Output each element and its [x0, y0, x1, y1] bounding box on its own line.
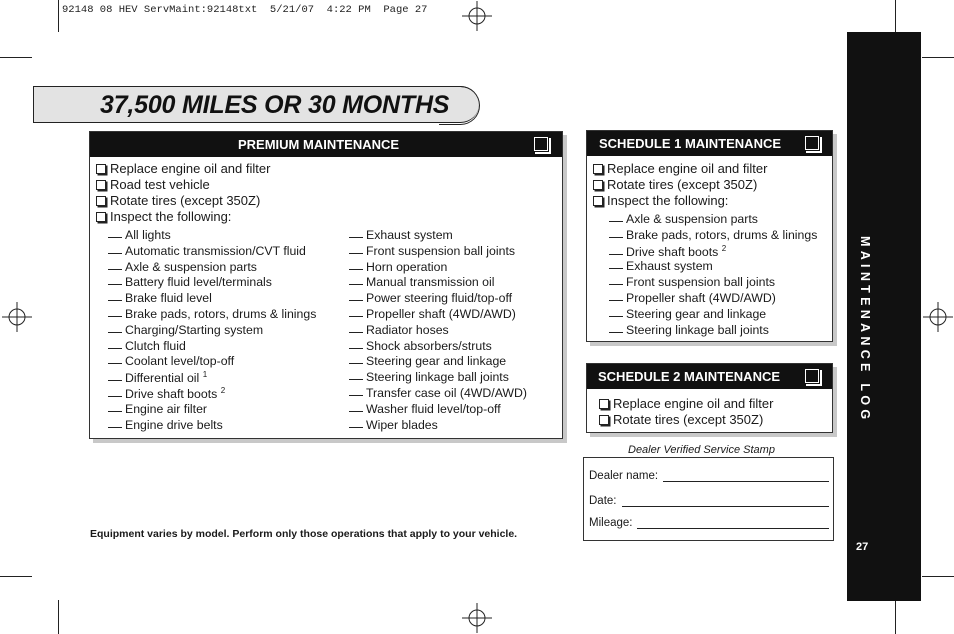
checkbox-icon [805, 136, 819, 150]
checkbox-icon[interactable] [96, 196, 106, 206]
registration-mark-icon [2, 302, 32, 332]
inspect-item: Axle & suspension parts [609, 212, 758, 226]
inspect-item: Exhaust system [609, 259, 713, 273]
inspect-item: Propeller shaft (4WD/AWD) [609, 291, 776, 305]
checkbox-icon [534, 137, 548, 151]
inspect-item: Engine drive belts [108, 418, 223, 432]
inspect-item: Engine air filter [108, 402, 207, 416]
registration-mark-icon [462, 1, 492, 31]
inspect-item: Steering gear and linkage [609, 307, 766, 321]
inspect-item: Exhaust system [349, 228, 453, 242]
equipment-note: Equipment varies by model. Perform only those operations that apply to your vehicle. [90, 528, 518, 540]
printer-slug: 92148 08 HEV ServMaint:92148txt 5/21/07 4:22 PM Page 27 [62, 4, 428, 16]
crop-mark [0, 576, 32, 577]
inspect-item: Axle & suspension parts [108, 260, 257, 274]
premium-maintenance-box [89, 131, 563, 439]
inspect-item: Clutch fluid [108, 339, 186, 353]
checkbox-icon[interactable] [599, 415, 609, 425]
dealer-stamp-box [583, 457, 834, 541]
inspect-item: Front suspension ball joints [609, 275, 775, 289]
schedule-2-heading: SCHEDULE 2 MAINTENANCE [598, 369, 781, 384]
check-item: Replace engine oil and filter [599, 396, 773, 411]
premium-maintenance-header [90, 132, 562, 157]
inspect-item: Drive shaft boots $^2$ [108, 386, 225, 401]
checkbox-icon[interactable] [593, 196, 603, 206]
checkbox-icon[interactable] [96, 212, 106, 222]
registration-mark-icon [462, 603, 492, 633]
stamp-title: Dealer Verified Service Stamp [628, 444, 775, 456]
registration-mark-icon [923, 302, 953, 332]
side-tab-label: MAINTENANCE LOG [858, 236, 872, 424]
inspect-item: Steering linkage ball joints [609, 323, 769, 337]
crop-mark [895, 600, 896, 634]
crop-mark [58, 0, 59, 32]
footnote-ref: 2 [721, 244, 727, 253]
checkbox-icon[interactable] [599, 399, 609, 409]
schedule-1-header [587, 131, 832, 156]
premium-maintenance-heading: PREMIUM MAINTENANCE [238, 137, 400, 152]
inspect-item: Battery fluid level/terminals [108, 275, 272, 289]
mileage-field[interactable] [637, 518, 829, 529]
inspect-item: Brake pads, rotors, drums & linings [609, 228, 817, 242]
inspect-item: Propeller shaft (4WD/AWD) [349, 307, 516, 321]
inspect-item: Horn operation [349, 260, 447, 274]
mileage-label: Mileage: [589, 517, 633, 529]
inspect-item: Steering linkage ball joints [349, 370, 509, 384]
inspect-item: Brake pads, rotors, drums & linings [108, 307, 316, 321]
inspect-item: Steering gear and linkage [349, 354, 506, 368]
checkbox-icon [805, 369, 819, 383]
inspect-item: Automatic transmission/CVT fluid [108, 244, 306, 258]
dealer-name-field[interactable] [663, 471, 829, 482]
inspect-item: Charging/Starting system [108, 323, 263, 337]
inspect-item: Coolant level/top-off [108, 354, 234, 368]
inspect-item: All lights [108, 228, 171, 242]
inspect-item: Shock absorbers/struts [349, 339, 492, 353]
inspect-item: Brake fluid level [108, 291, 212, 305]
inspect-item: Transfer case oil (4WD/AWD) [349, 386, 527, 400]
page-number: 27 [856, 541, 869, 553]
crop-mark [922, 57, 954, 58]
checkbox-icon[interactable] [593, 164, 603, 174]
page-title: 37,500 MILES OR 30 MONTHS [100, 91, 450, 119]
checkbox-icon[interactable] [593, 180, 603, 190]
check-item: Rotate tires (except 350Z) [593, 177, 757, 192]
dealer-name-label: Dealer name: [589, 470, 659, 482]
check-item: Rotate tires (except 350Z) [96, 193, 260, 208]
crop-mark [58, 600, 59, 634]
crop-mark [922, 576, 954, 577]
checkbox-icon[interactable] [96, 164, 106, 174]
checkbox-icon[interactable] [96, 180, 106, 190]
mileage-row [589, 517, 829, 529]
inspect-item: Wiper blades [349, 418, 438, 432]
schedule-2-maintenance-box [586, 363, 833, 433]
check-item: Replace engine oil and filter [96, 161, 270, 176]
check-item: Rotate tires (except 350Z) [599, 412, 763, 427]
inspect-item: Manual transmission oil [349, 275, 495, 289]
check-item: Inspect the following: [96, 209, 231, 224]
date-label: Date: [589, 495, 617, 507]
inspect-item: Differential oil $^1$ [108, 370, 207, 385]
footnote-ref: 1 [202, 370, 208, 379]
crop-mark [895, 0, 896, 32]
schedule-1-maintenance-box [586, 130, 833, 342]
check-item: Inspect the following: [593, 193, 728, 208]
inspect-item: Front suspension ball joints [349, 244, 515, 258]
inspect-item: Radiator hoses [349, 323, 449, 337]
date-field[interactable] [622, 496, 829, 507]
schedule-2-header [587, 364, 832, 389]
check-item: Road test vehicle [96, 177, 210, 192]
date-row [589, 495, 829, 507]
footnote-ref: 2 [220, 386, 226, 395]
inspect-item: Power steering fluid/top-off [349, 291, 512, 305]
inspect-item: Washer fluid level/top-off [349, 402, 501, 416]
check-item: Replace engine oil and filter [593, 161, 767, 176]
crop-mark [0, 57, 32, 58]
inspect-item: Drive shaft boots $^2$ [609, 244, 726, 259]
dealer-name-row [589, 470, 829, 482]
schedule-1-heading: SCHEDULE 1 MAINTENANCE [599, 136, 782, 151]
